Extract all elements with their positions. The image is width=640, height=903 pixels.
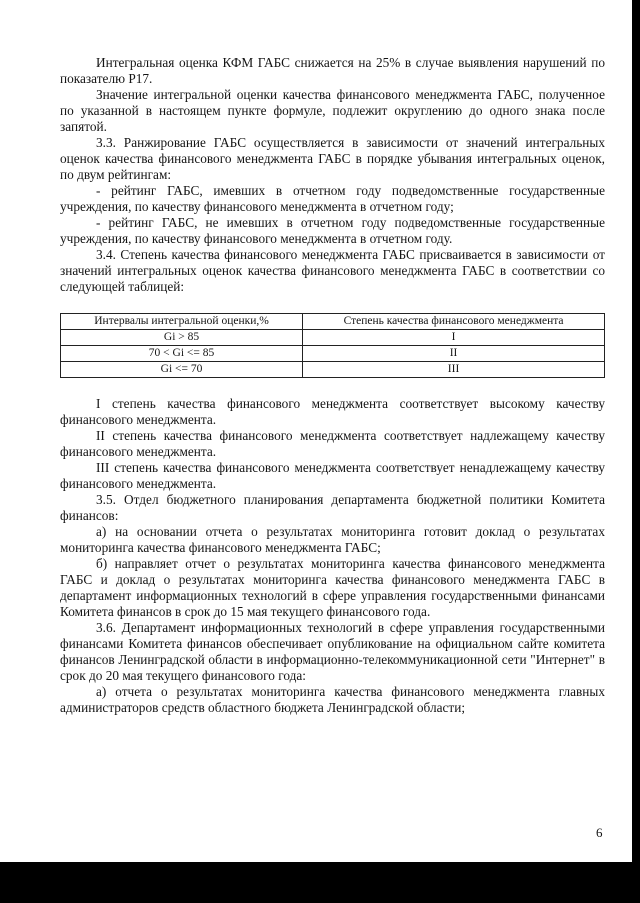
list-item: - рейтинг ГАБС, не имевших в отчетном году подведомственные государственные учреждения, по качеству финансового менеджмента в отчетном году. — [60, 215, 605, 246]
paragraph: II степень качества финансового менеджмента соответствует надлежащему качеству финансового менеджмента. — [60, 428, 605, 459]
table-cell-grade: III — [303, 362, 605, 378]
table-cell-interval: Gi <= 70 — [61, 362, 303, 378]
paragraph: I степень качества финансового менеджмента соответствует высокому качеству финансового менеджмента. — [60, 396, 605, 427]
table-header-row — [61, 314, 605, 330]
table-cell-interval: Gi > 85 — [61, 330, 303, 346]
scan-bottom-bar — [0, 862, 640, 903]
page-number: 6 — [596, 825, 603, 840]
section-3-5: 3.5. Отдел бюджетного планирования департамента бюджетной политики Комитета финансов: — [60, 492, 605, 523]
list-item: а) на основании отчета о результатах мониторинга готовит доклад о результатах мониторинга качества финансового менеджмента ГАБС; — [60, 524, 605, 555]
table-cell-grade: I — [303, 330, 605, 346]
section-3-3: 3.3. Ранжирование ГАБС осуществляется в зависимости от значений интегральных оценок качества финансового менеджмента ГАБС в порядке убывания интегральных оценок, по двум рейтингам: — [60, 135, 605, 182]
list-item: б) направляет отчет о результатах мониторинга качества финансового менеджмента ГАБС и доклад о результатах мониторинга качества финансового менеджмента ГАБС в департамент информационных технологий в сфере управления государственными финансами Комитета финансов в срок до 15 мая текущего финансового года. — [60, 556, 605, 619]
document-body — [60, 55, 605, 716]
table-cell-grade: II — [303, 346, 605, 362]
paragraph: Значение интегральной оценки качества финансового менеджмента ГАБС, полученное по указанной в настоящем пункте формуле, подлежит округлению до одного знака после запятой. — [60, 87, 605, 134]
table-row — [61, 346, 605, 362]
table-header-intervals: Интервалы интегральной оценки,% — [61, 314, 303, 330]
table-row — [61, 330, 605, 346]
paragraph: III степень качества финансового менеджмента соответствует ненадлежащему качеству финансового менеджмента. — [60, 460, 605, 491]
section-3-4: 3.4. Степень качества финансового менеджмента ГАБС присваивается в зависимости от значений интегральных оценок качества финансового менеджмента ГАБС в соответствии со следующей таблицей: — [60, 247, 605, 294]
table-row — [61, 362, 605, 378]
list-item: а) отчета о результатах мониторинга качества финансового менеджмента главных администраторов средств областного бюджета Ленинградской области; — [60, 684, 605, 715]
quality-grade-table — [60, 313, 605, 378]
paragraph: Интегральная оценка КФМ ГАБС снижается на 25% в случае выявления нарушений по показателю Р17. — [60, 55, 605, 86]
table-header-grade: Степень качества финансового менеджмента — [303, 314, 605, 330]
section-3-6: 3.6. Департамент информационных технологий в сфере управления государственными финансами Комитета финансов обеспечивает опубликование на официальном сайте комитета финансов Ленинградской области в информационно-телекоммуникационной сети "Интернет" в срок до 20 мая текущего финансового года: — [60, 620, 605, 683]
table-cell-interval: 70 < Gi <= 85 — [61, 346, 303, 362]
list-item: - рейтинг ГАБС, имевших в отчетном году подведомственные государственные учреждения, по качеству финансового менеджмента в отчетном году; — [60, 183, 605, 214]
scan-edge — [632, 0, 640, 862]
